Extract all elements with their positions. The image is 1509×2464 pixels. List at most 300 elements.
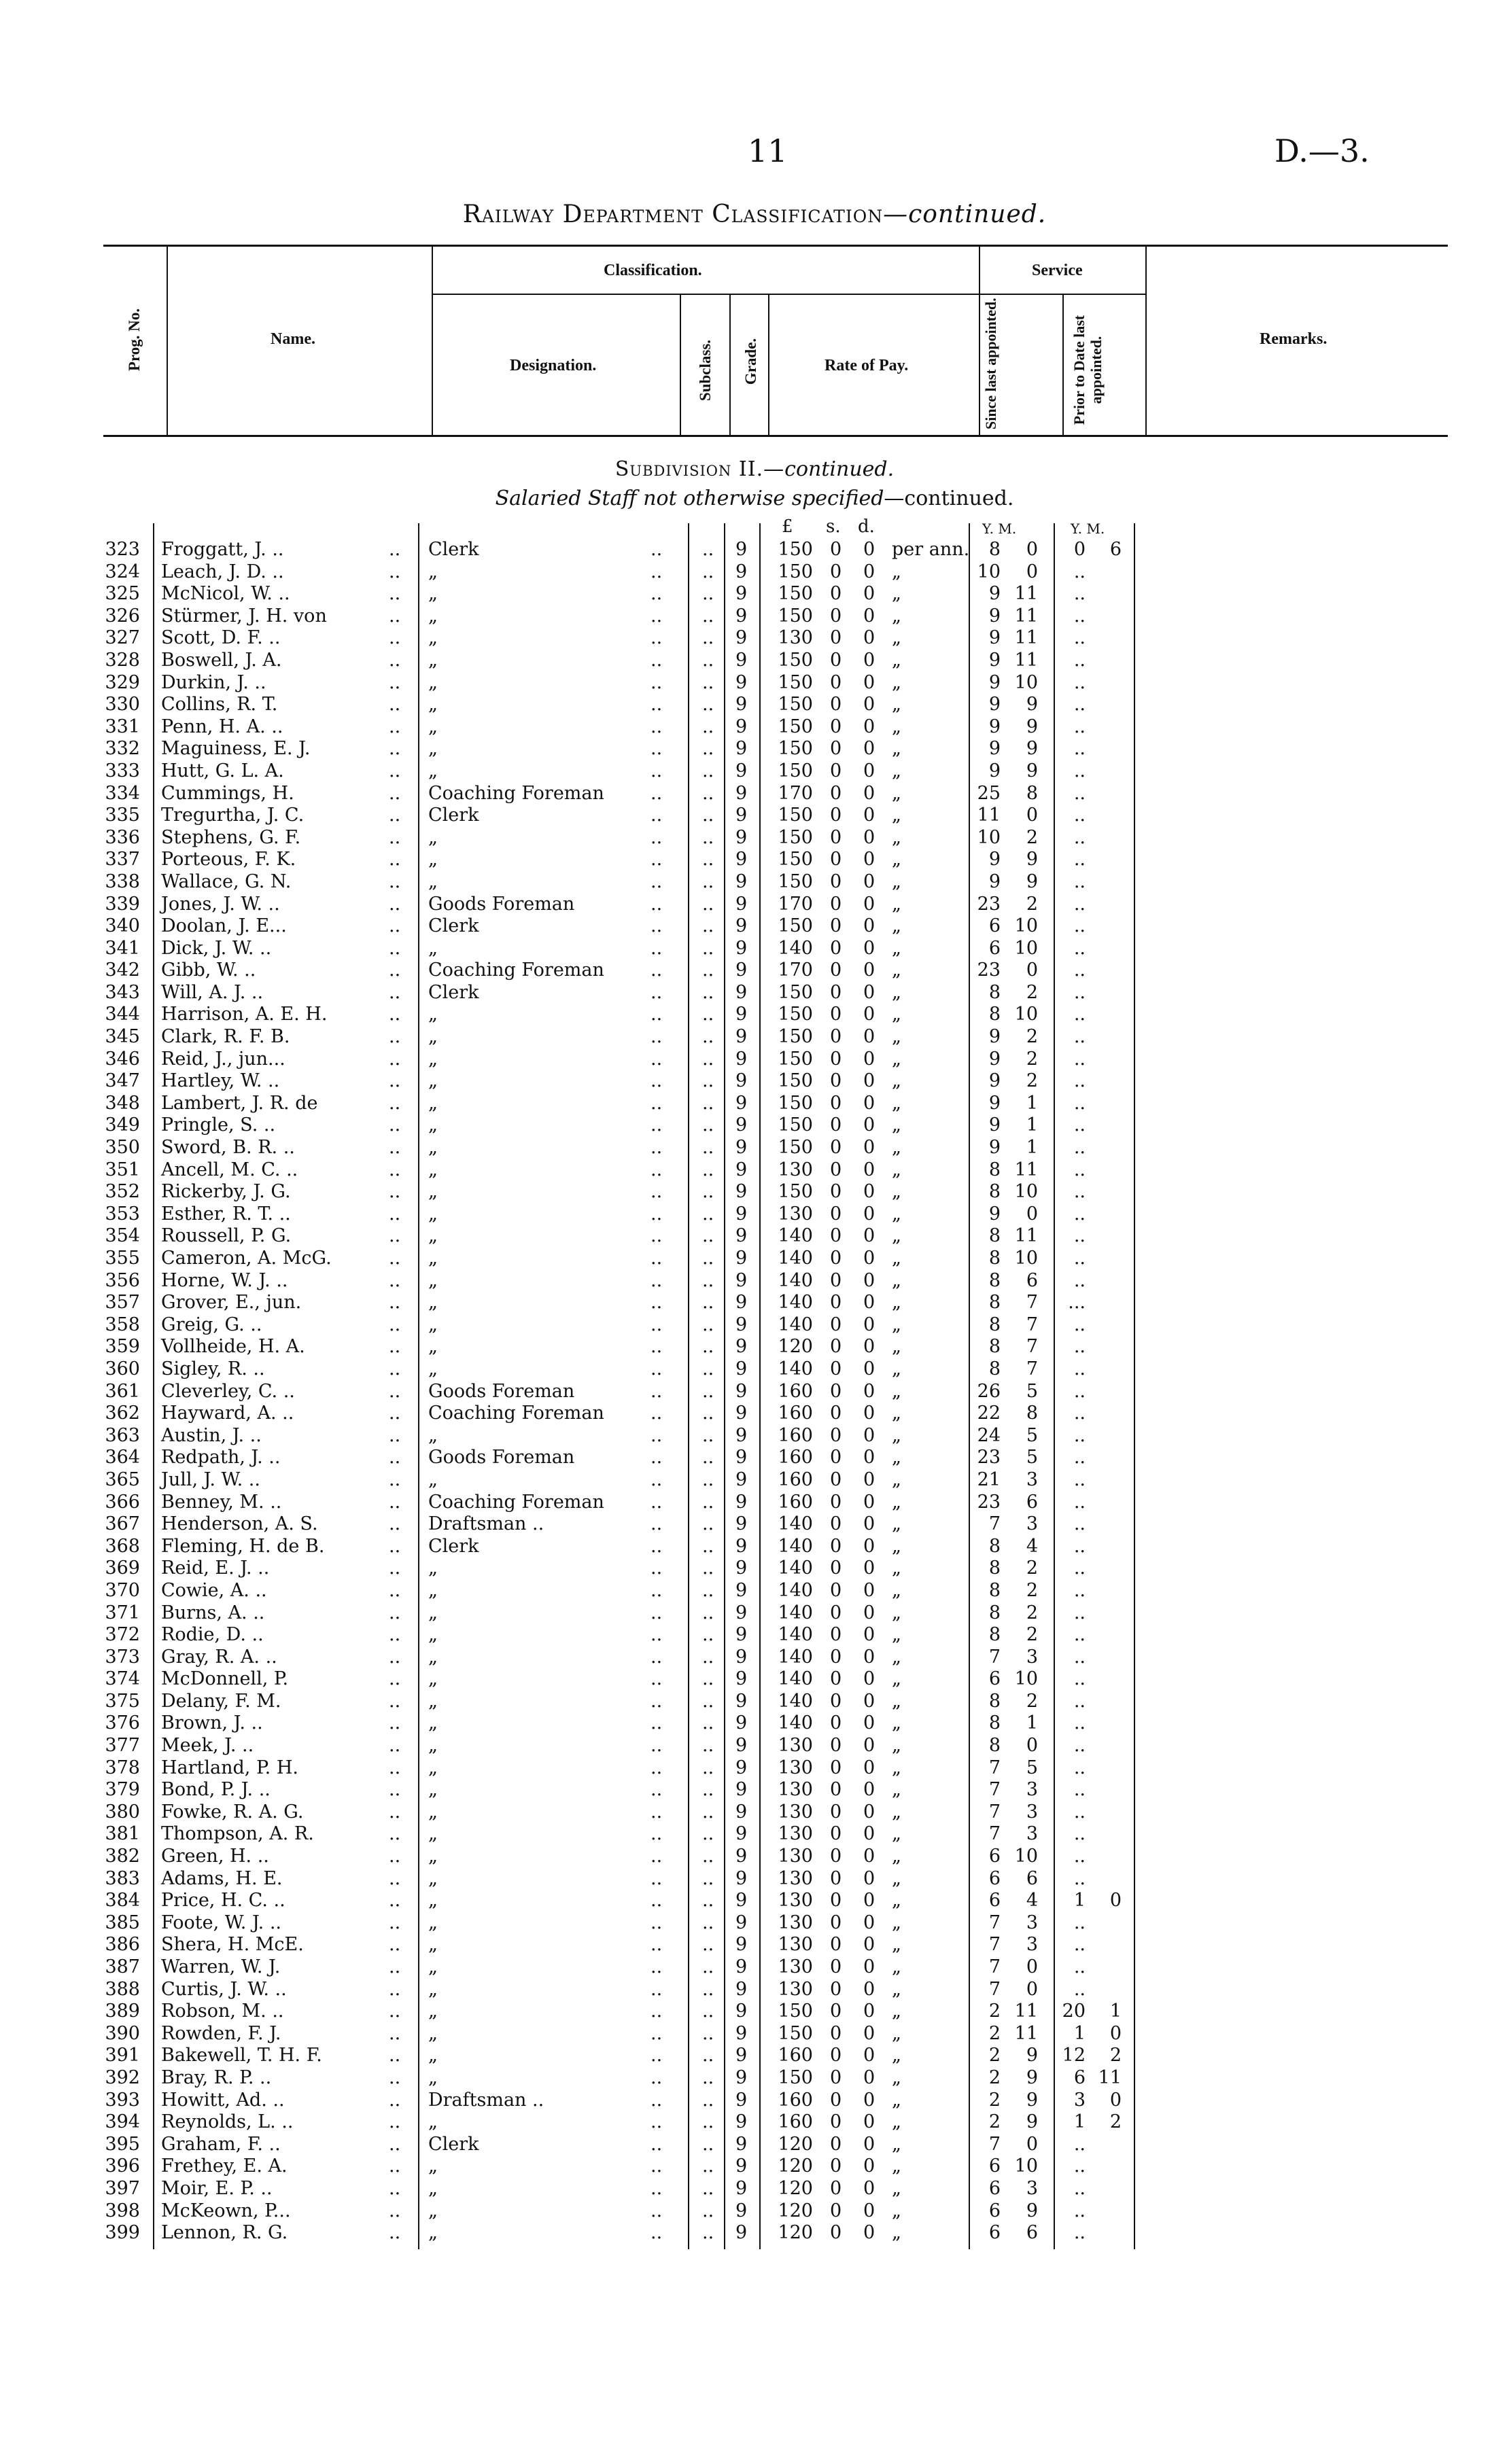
leader-dots: .. xyxy=(702,1557,714,1579)
leader-dots: .. xyxy=(651,1890,663,1912)
designation: „ xyxy=(428,627,438,649)
designation: „ xyxy=(428,2022,438,2044)
designation: Coaching Foreman xyxy=(428,1491,604,1513)
prog-no: 338 xyxy=(105,870,140,892)
since-years: 9 xyxy=(988,1203,1001,1225)
rate-pounds: 150 xyxy=(778,760,813,781)
leader-dots: .. xyxy=(702,649,714,671)
rate-shillings: 0 xyxy=(830,1690,842,1712)
since-years: 9 xyxy=(988,583,1001,605)
rate-pounds: 160 xyxy=(778,2045,813,2066)
staff-name: Cleverley, C. .. xyxy=(161,1380,295,1402)
prior-years: .. xyxy=(1073,1447,1086,1468)
designation: „ xyxy=(428,1004,438,1025)
prior-years: .. xyxy=(1073,1137,1086,1159)
leader-dots: .. xyxy=(389,2089,401,2111)
leader-dots: .. xyxy=(651,1026,663,1048)
leader-dots: .. xyxy=(702,2200,714,2221)
table-row xyxy=(0,1956,1509,1979)
subclass: 9 xyxy=(735,2200,748,2221)
leader-dots: .. xyxy=(651,1380,663,1402)
since-months: 10 xyxy=(1014,1004,1038,1025)
prior-years: .. xyxy=(1073,583,1086,605)
subclass: 9 xyxy=(735,1292,748,1314)
rate-shillings: 0 xyxy=(830,1557,842,1579)
table-row xyxy=(0,1203,1509,1226)
since-months: 0 xyxy=(1026,1735,1038,1757)
since-months: 3 xyxy=(1026,2177,1038,2199)
designation: „ xyxy=(428,849,438,870)
rate-shillings: 0 xyxy=(830,2045,842,2066)
subclass: 9 xyxy=(735,1159,748,1180)
prior-years: .. xyxy=(1073,1114,1086,1136)
leader-dots: .. xyxy=(702,1735,714,1757)
leader-dots: .. xyxy=(702,1181,714,1203)
rate-pence: 0 xyxy=(863,1026,875,1048)
prior-years: .. xyxy=(1073,694,1086,716)
subclass: 9 xyxy=(735,1934,748,1956)
rate-pounds: 130 xyxy=(778,1890,813,1912)
rate-shillings: 0 xyxy=(830,1070,842,1092)
staff-name: Sword, B. R. .. xyxy=(161,1137,295,1159)
leader-dots: .. xyxy=(651,849,663,870)
table-row xyxy=(0,1735,1509,1757)
rate-period: „ xyxy=(892,1712,901,1734)
since-months: 5 xyxy=(1026,1757,1038,1778)
designation: „ xyxy=(428,1846,438,1867)
subclass: 9 xyxy=(735,1114,748,1136)
rate-shillings: 0 xyxy=(830,1181,842,1203)
leader-dots: .. xyxy=(702,561,714,582)
since-years: 8 xyxy=(988,1690,1001,1712)
since-years: 2 xyxy=(988,2022,1001,2044)
rate-pence: 0 xyxy=(863,1468,875,1490)
rate-shillings: 0 xyxy=(830,981,842,1003)
leader-dots: .. xyxy=(702,1248,714,1269)
rate-shillings: 0 xyxy=(830,2089,842,2111)
leader-dots: .. xyxy=(389,649,401,671)
subclass: 9 xyxy=(735,2066,748,2088)
leader-dots: .. xyxy=(389,605,401,627)
leader-dots: .. xyxy=(702,1934,714,1956)
leader-dots: .. xyxy=(389,1092,401,1114)
rate-pounds: 130 xyxy=(778,1978,813,2000)
since-years: 9 xyxy=(988,627,1001,649)
designation: „ xyxy=(428,1890,438,1912)
subdivision-cont: continued. xyxy=(784,457,895,481)
designation: „ xyxy=(428,1248,438,1269)
leader-dots: .. xyxy=(651,1424,663,1446)
leader-dots: .. xyxy=(389,1248,401,1269)
since-months: 6 xyxy=(1026,1491,1038,1513)
prog-no: 332 xyxy=(105,738,140,760)
table-row xyxy=(0,1668,1509,1691)
prog-no: 350 xyxy=(105,1137,140,1159)
staff-name: Warren, W. J. xyxy=(161,1956,281,1977)
leader-dots: .. xyxy=(389,1358,401,1379)
staff-name: Porteous, F. K. xyxy=(161,849,296,870)
table-row xyxy=(0,1492,1509,1514)
since-years: 9 xyxy=(988,649,1001,671)
leader-dots: .. xyxy=(389,981,401,1003)
prog-no: 386 xyxy=(105,1934,140,1956)
rate-shillings: 0 xyxy=(830,1403,842,1424)
rate-pence: 0 xyxy=(863,1447,875,1468)
rate-pence: 0 xyxy=(863,1579,875,1601)
rate-shillings: 0 xyxy=(830,937,842,959)
prog-no: 352 xyxy=(105,1181,140,1203)
designation: Clerk xyxy=(428,1535,479,1557)
prior-years: .. xyxy=(1073,1846,1086,1867)
designation: „ xyxy=(428,671,438,693)
rate-pence: 0 xyxy=(863,826,875,848)
header-divider xyxy=(768,295,769,435)
since-years: 9 xyxy=(988,716,1001,737)
rate-period: „ xyxy=(892,738,901,760)
staff-name: Rodie, D. .. xyxy=(161,1624,264,1646)
subclass: 9 xyxy=(735,960,748,981)
table-row xyxy=(0,1979,1509,2001)
since-months: 9 xyxy=(1026,694,1038,716)
table-row xyxy=(0,1712,1509,1735)
subclass: 9 xyxy=(735,1712,748,1734)
rate-pounds: 140 xyxy=(778,1225,813,1247)
rate-shillings: 0 xyxy=(830,1048,842,1070)
rate-shillings: 0 xyxy=(830,1225,842,1247)
rate-period: „ xyxy=(892,1269,901,1291)
rate-period: „ xyxy=(892,1380,901,1402)
staff-name: Leach, J. D. .. xyxy=(161,561,284,582)
rate-shillings: 0 xyxy=(830,1491,842,1513)
rate-pence: 0 xyxy=(863,2089,875,2111)
staff-name: Reid, E. J. .. xyxy=(161,1557,270,1579)
staff-name: Will, A. J. .. xyxy=(161,981,264,1003)
staff-name: Collins, R. T. xyxy=(161,694,278,716)
since-months: 0 xyxy=(1026,561,1038,582)
header-service: Service xyxy=(1032,262,1083,279)
table-row xyxy=(0,1779,1509,1801)
leader-dots: .. xyxy=(389,1602,401,1623)
staff-name: Fleming, H. de B. xyxy=(161,1535,325,1557)
since-months: 3 xyxy=(1026,1912,1038,1933)
designation: Draftsman .. xyxy=(428,2089,544,2111)
subdivision-text: Subdivision II.— xyxy=(614,457,785,481)
rate-period: „ xyxy=(892,2222,901,2244)
header-divider xyxy=(680,295,681,435)
rate-pounds: 150 xyxy=(778,738,813,760)
leader-dots: .. xyxy=(389,1867,401,1889)
since-years: 9 xyxy=(988,1114,1001,1136)
prior-years: .. xyxy=(1073,1912,1086,1933)
prog-no: 357 xyxy=(105,1292,140,1314)
leader-dots: .. xyxy=(702,2111,714,2133)
since-months: 11 xyxy=(1014,2001,1038,2022)
table-row xyxy=(0,1159,1509,1182)
rate-shillings: 0 xyxy=(830,1314,842,1335)
subclass: 9 xyxy=(735,915,748,937)
leader-dots: .. xyxy=(389,893,401,915)
rate-pounds: 140 xyxy=(778,1269,813,1291)
leader-dots: .. xyxy=(389,1823,401,1845)
prior-years: 1 xyxy=(1073,1890,1086,1912)
subclass: 9 xyxy=(735,2155,748,2177)
since-months: 6 xyxy=(1026,1867,1038,1889)
leader-dots: .. xyxy=(651,694,663,716)
rate-pounds: 150 xyxy=(778,805,813,826)
staff-name: Bray, R. P. .. xyxy=(161,2066,272,2088)
staff-name: Stephens, G. F. xyxy=(161,826,301,848)
leader-dots: .. xyxy=(702,1779,714,1801)
rate-pounds: 150 xyxy=(778,1092,813,1114)
leader-dots: .. xyxy=(389,1336,401,1358)
staff-name: Gibb, W. .. xyxy=(161,960,256,981)
since-years: 9 xyxy=(988,694,1001,716)
since-years: 8 xyxy=(988,1225,1001,1247)
rate-period: „ xyxy=(892,583,901,605)
since-months: 10 xyxy=(1014,1668,1038,1690)
subclass: 9 xyxy=(735,1137,748,1159)
since-months: 0 xyxy=(1026,1203,1038,1225)
rate-shillings: 0 xyxy=(830,2022,842,2044)
staff-name: McDonnell, P. xyxy=(161,1668,289,1690)
rate-shillings: 0 xyxy=(830,1978,842,2000)
leader-dots: .. xyxy=(389,915,401,937)
designation: „ xyxy=(428,1203,438,1225)
leader-dots: .. xyxy=(651,1668,663,1690)
leader-dots: .. xyxy=(389,870,401,892)
since-years: 9 xyxy=(988,760,1001,781)
prog-no: 330 xyxy=(105,694,140,716)
leader-dots: .. xyxy=(702,1203,714,1225)
leader-dots: .. xyxy=(389,2200,401,2221)
rate-pence: 0 xyxy=(863,2133,875,2155)
prog-no: 353 xyxy=(105,1203,140,1225)
since-years: 8 xyxy=(988,1624,1001,1646)
rate-shillings: 0 xyxy=(830,960,842,981)
table-row xyxy=(0,1314,1509,1337)
rate-period: „ xyxy=(892,1867,901,1889)
table-row xyxy=(0,672,1509,694)
designation: Coaching Foreman xyxy=(428,960,604,981)
since-months: 10 xyxy=(1014,1248,1038,1269)
subclass: 9 xyxy=(735,1225,748,1247)
rate-shillings: 0 xyxy=(830,1447,842,1468)
rate-pounds: 140 xyxy=(778,1690,813,1712)
staff-name: Hartland, P. H. xyxy=(161,1757,298,1778)
staff-name: Sigley, R. .. xyxy=(161,1358,265,1379)
since-years: 2 xyxy=(988,2111,1001,2133)
table-row xyxy=(0,938,1509,960)
rate-shillings: 0 xyxy=(830,2177,842,2199)
rate-shillings: 0 xyxy=(830,539,842,560)
leader-dots: .. xyxy=(702,1137,714,1159)
rate-shillings: 0 xyxy=(830,2066,842,2088)
unit-pound: £ xyxy=(782,516,793,537)
since-years: 8 xyxy=(988,1358,1001,1379)
table-row xyxy=(0,2067,1509,2090)
rate-period: „ xyxy=(892,1912,901,1933)
staff-name: Reynolds, L. .. xyxy=(161,2111,294,2133)
prior-years: .. xyxy=(1073,1070,1086,1092)
rate-pounds: 120 xyxy=(778,2133,813,2155)
header-name: Name. xyxy=(271,330,315,348)
prog-no: 346 xyxy=(105,1048,140,1070)
prior-years: .. xyxy=(1073,1579,1086,1601)
leader-dots: .. xyxy=(702,2133,714,2155)
prog-no: 327 xyxy=(105,627,140,649)
rate-pounds: 140 xyxy=(778,1314,813,1335)
leader-dots: .. xyxy=(389,1956,401,1977)
rate-period: „ xyxy=(892,1048,901,1070)
rate-pence: 0 xyxy=(863,1801,875,1823)
subclass: 9 xyxy=(735,1004,748,1025)
prior-years: .. xyxy=(1073,1557,1086,1579)
table-row xyxy=(0,2200,1509,2223)
rate-shillings: 0 xyxy=(830,1380,842,1402)
leader-dots: .. xyxy=(651,1956,663,1977)
designation: „ xyxy=(428,2222,438,2244)
staff-name: Rowden, F. J. xyxy=(161,2022,281,2044)
designation: „ xyxy=(428,870,438,892)
rate-pounds: 120 xyxy=(778,2200,813,2221)
leader-dots: .. xyxy=(389,1513,401,1535)
staff-name: Greig, G. .. xyxy=(161,1314,262,1335)
rate-shillings: 0 xyxy=(830,915,842,937)
since-years: 7 xyxy=(988,1912,1001,1933)
leader-dots: .. xyxy=(702,1535,714,1557)
prior-years: .. xyxy=(1073,1491,1086,1513)
prior-years: .. xyxy=(1073,1867,1086,1889)
since-years: 8 xyxy=(988,1336,1001,1358)
subclass: 9 xyxy=(735,1846,748,1867)
rate-shillings: 0 xyxy=(830,782,842,804)
staff-name: Lennon, R. G. xyxy=(161,2222,288,2244)
staff-name: Pringle, S. .. xyxy=(161,1114,276,1136)
rate-shillings: 0 xyxy=(830,1801,842,1823)
table-row xyxy=(0,1536,1509,1558)
staff-name: Ancell, M. C. .. xyxy=(161,1159,298,1180)
since-months: 3 xyxy=(1026,1513,1038,1535)
table-row xyxy=(0,2134,1509,2156)
staff-name: Adams, H. E. xyxy=(161,1867,283,1889)
leader-dots: .. xyxy=(389,1535,401,1557)
since-years: 23 xyxy=(977,1447,1001,1468)
table-row xyxy=(0,1070,1509,1093)
prog-no: 328 xyxy=(105,649,140,671)
since-years: 11 xyxy=(977,805,1001,826)
rate-pence: 0 xyxy=(863,716,875,737)
rate-pence: 0 xyxy=(863,1513,875,1535)
prior-to-date-text: Prior to Date last appointed. xyxy=(1071,315,1105,425)
rate-shillings: 0 xyxy=(830,2222,842,2244)
leader-dots: .. xyxy=(702,671,714,693)
leader-dots: .. xyxy=(389,1026,401,1048)
leader-dots: .. xyxy=(389,1137,401,1159)
rate-period: „ xyxy=(892,1624,901,1646)
table-row xyxy=(0,2001,1509,2023)
since-years: 8 xyxy=(988,1159,1001,1180)
leader-dots: .. xyxy=(651,2200,663,2221)
subclass: 9 xyxy=(735,1468,748,1490)
prior-years: .. xyxy=(1073,1336,1086,1358)
prior-years: .. xyxy=(1073,937,1086,959)
rate-pounds: 150 xyxy=(778,1026,813,1048)
rate-pounds: 140 xyxy=(778,1535,813,1557)
table-row xyxy=(0,561,1509,584)
prog-no: 364 xyxy=(105,1447,140,1468)
since-months: 0 xyxy=(1026,2133,1038,2155)
leader-dots: .. xyxy=(702,1269,714,1291)
rate-pence: 0 xyxy=(863,1535,875,1557)
rate-period: „ xyxy=(892,1890,901,1912)
table-row xyxy=(0,1358,1509,1381)
subclass: 9 xyxy=(735,1513,748,1535)
prog-no: 371 xyxy=(105,1602,140,1623)
designation: „ xyxy=(428,583,438,605)
leader-dots: .. xyxy=(651,1070,663,1092)
since-months: 3 xyxy=(1026,1779,1038,1801)
rate-period: „ xyxy=(892,649,901,671)
rate-pence: 0 xyxy=(863,1225,875,1247)
designation: „ xyxy=(428,1624,438,1646)
leader-dots: .. xyxy=(389,1646,401,1668)
rate-pence: 0 xyxy=(863,1292,875,1314)
staff-name: McNicol, W. .. xyxy=(161,583,290,605)
rate-period: „ xyxy=(892,1403,901,1424)
leader-dots: .. xyxy=(389,2222,401,2244)
prog-no: 394 xyxy=(105,2111,140,2133)
since-years: 8 xyxy=(988,1557,1001,1579)
rate-pence: 0 xyxy=(863,782,875,804)
staff-name: Jull, J. W. .. xyxy=(161,1468,260,1490)
rate-pounds: 150 xyxy=(778,2022,813,2044)
prior-years: .. xyxy=(1073,2155,1086,2177)
leader-dots: .. xyxy=(702,1225,714,1247)
rate-pence: 0 xyxy=(863,1757,875,1778)
leader-dots: .. xyxy=(651,1602,663,1623)
prior-months: 0 xyxy=(1109,2022,1122,2044)
since-months: 1 xyxy=(1026,1114,1038,1136)
header-subclass: Subclass. xyxy=(697,339,714,402)
rate-period: „ xyxy=(892,1513,901,1535)
prior-years: .. xyxy=(1073,1004,1086,1025)
rate-shillings: 0 xyxy=(830,716,842,737)
document-reference: D.—3. xyxy=(1274,133,1370,169)
leader-dots: .. xyxy=(702,627,714,649)
since-months: 1 xyxy=(1026,1137,1038,1159)
table-row xyxy=(0,694,1509,716)
rate-period: „ xyxy=(892,1846,901,1867)
leader-dots: .. xyxy=(389,1779,401,1801)
rate-pounds: 130 xyxy=(778,1801,813,1823)
prior-years: 20 xyxy=(1062,2001,1086,2022)
subclass: 9 xyxy=(735,782,748,804)
rate-pence: 0 xyxy=(863,1646,875,1668)
rate-pence: 0 xyxy=(863,1557,875,1579)
leader-dots: .. xyxy=(651,1757,663,1778)
designation: „ xyxy=(428,694,438,716)
table-row xyxy=(0,583,1509,605)
rate-period: „ xyxy=(892,1602,901,1623)
prog-no: 340 xyxy=(105,915,140,937)
leader-dots: .. xyxy=(389,1447,401,1468)
leader-dots: .. xyxy=(702,915,714,937)
rate-pounds: 150 xyxy=(778,671,813,693)
since-years: 7 xyxy=(988,1823,1001,1845)
since-months: 9 xyxy=(1026,2200,1038,2221)
prog-no: 390 xyxy=(105,2022,140,2044)
prior-years: .. xyxy=(1073,1380,1086,1402)
